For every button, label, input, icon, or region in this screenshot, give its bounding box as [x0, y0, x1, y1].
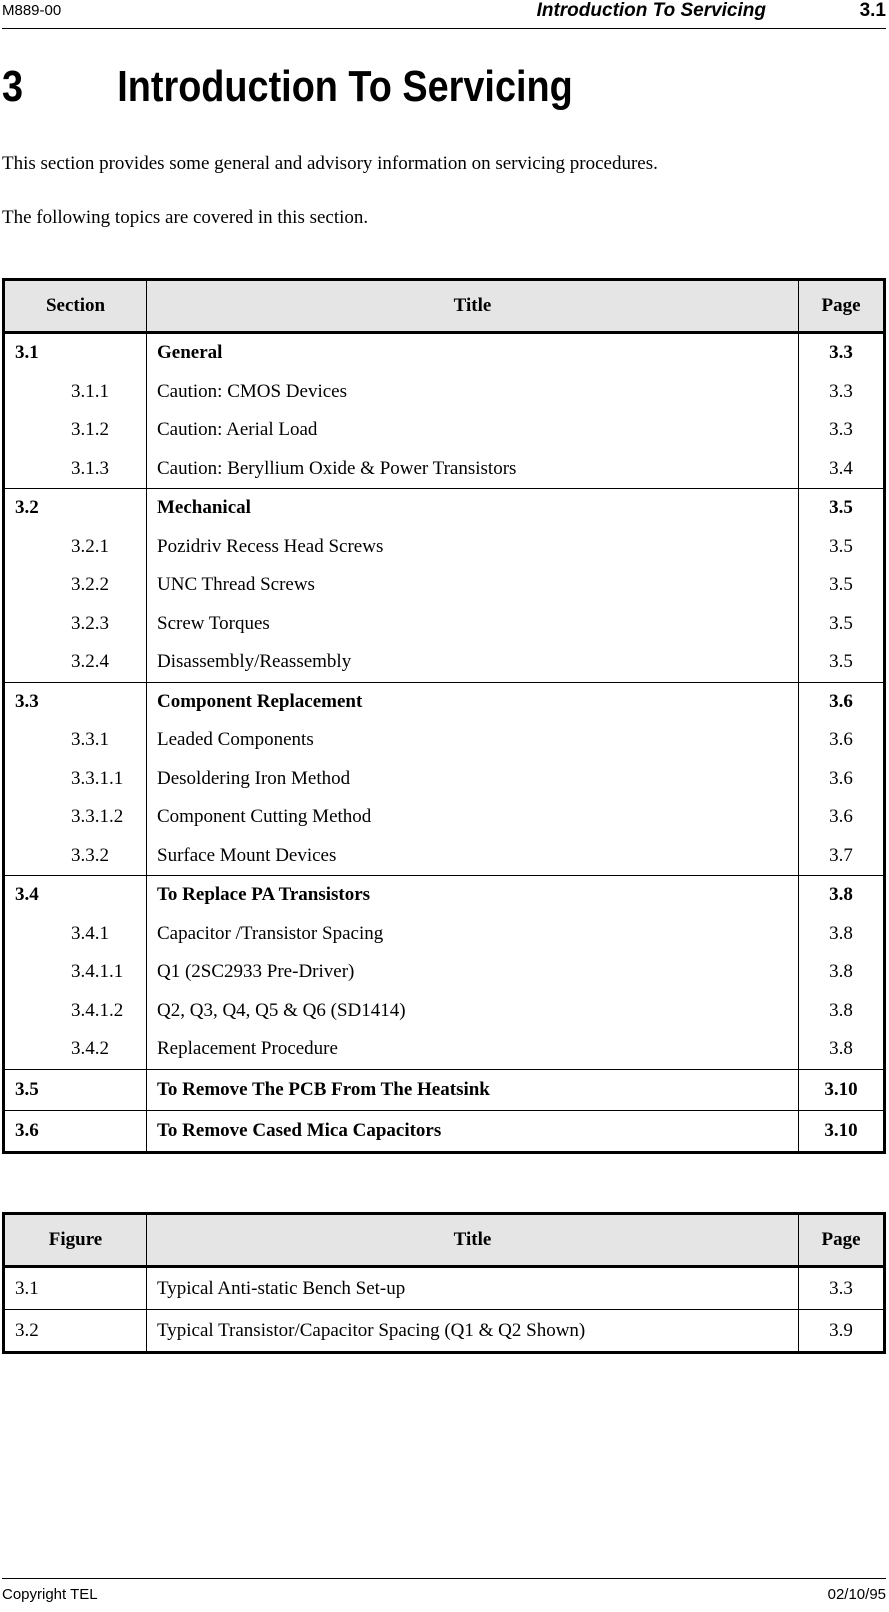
- section-title: Desoldering Iron Method: [147, 760, 799, 799]
- table-row: [4, 992, 885, 1031]
- table-header-row: [4, 280, 885, 333]
- table-row: [4, 1267, 885, 1310]
- section-page: 3.10: [799, 1110, 885, 1152]
- chapter-number: 3: [2, 62, 24, 111]
- table-row: [4, 333, 885, 373]
- table-header-row: [4, 1214, 885, 1267]
- section-page: 3.5: [799, 643, 885, 682]
- section-page: 3.4: [799, 450, 885, 489]
- section-page: 3.8: [799, 992, 885, 1031]
- column-header-title: Title: [147, 1214, 799, 1267]
- table-row: [4, 605, 885, 644]
- section-number: 3.4.1.2: [71, 999, 124, 1021]
- figure-page: 3.3: [799, 1267, 885, 1310]
- column-header-figure: Figure: [4, 1214, 147, 1267]
- section-title: Capacitor /Transistor Spacing: [147, 915, 799, 954]
- page-number: 3.1: [859, 0, 886, 21]
- figure-number: 3.1: [15, 1277, 39, 1299]
- section-page: 3.6: [799, 760, 885, 799]
- table-row: [4, 953, 885, 992]
- table-row: [4, 1110, 885, 1152]
- column-header-page: Page: [799, 1214, 885, 1267]
- section-title: Component Cutting Method: [147, 798, 799, 837]
- section-number: 3.2.1: [71, 535, 109, 557]
- table-row: [4, 682, 885, 721]
- section-page: 3.10: [799, 1069, 885, 1110]
- section-number: 3.4: [4, 876, 147, 915]
- section-title: To Remove The PCB From The Heatsink: [147, 1069, 799, 1110]
- table-row: [4, 721, 885, 760]
- section-number: 3.4.2: [71, 1038, 109, 1060]
- figures-table: [2, 1212, 886, 1354]
- section-number: 3.4.1: [71, 922, 109, 944]
- table-row: [4, 876, 885, 915]
- table-row: [4, 450, 885, 489]
- chapter-title: Introduction To Servicing: [117, 62, 573, 111]
- section-number: 3.3: [4, 682, 147, 721]
- figure-title: Typical Transistor/Capacitor Spacing (Q1 & Q2 Shown): [147, 1310, 799, 1353]
- section-title: Caution: Aerial Load: [147, 411, 799, 450]
- section-number: 3.1.2: [71, 419, 109, 441]
- figure-number: 3.2: [4, 1310, 147, 1353]
- section-title: Caution: CMOS Devices: [147, 373, 799, 412]
- section-number: 3.3.1.2: [71, 806, 124, 828]
- section-title: Replacement Procedure: [147, 1030, 799, 1069]
- header-title: Introduction To Servicing: [536, 0, 766, 21]
- section-number: 3.2: [4, 489, 147, 528]
- figure-title: Typical Anti-static Bench Set-up: [147, 1267, 799, 1310]
- section-number: 3.1.3: [71, 457, 109, 479]
- section-page: 3.8: [799, 953, 885, 992]
- section-title: Q1 (2SC2933 Pre-Driver): [147, 953, 799, 992]
- page-header: [2, 0, 886, 29]
- section-title: Pozidriv Recess Head Screws: [147, 528, 799, 567]
- section-page: 3.8: [799, 1030, 885, 1069]
- section-number: 3.4.1.1: [71, 961, 124, 983]
- table-row: [4, 1030, 885, 1069]
- section-page: 3.6: [799, 721, 885, 760]
- figure-page: 3.9: [799, 1310, 885, 1353]
- section-number: 3.6: [4, 1110, 147, 1152]
- section-page: 3.5: [799, 605, 885, 644]
- intro-paragraph: The following topics are covered in this section.: [2, 207, 369, 228]
- section-title: Component Replacement: [147, 682, 799, 721]
- section-title: Q2, Q3, Q4, Q5 & Q6 (SD1414): [147, 992, 799, 1031]
- section-page: 3.5: [799, 489, 885, 528]
- column-header-page: Page: [799, 280, 885, 333]
- section-page: 3.5: [799, 566, 885, 605]
- section-title: Mechanical: [147, 489, 799, 528]
- section-page: 3.6: [799, 682, 885, 721]
- table-row: [4, 760, 885, 799]
- section-number: 3.1: [15, 342, 39, 364]
- section-title: UNC Thread Screws: [147, 566, 799, 605]
- doc-id: M889-00: [2, 2, 62, 19]
- intro-paragraph: This section provides some general and advisory information on servicing procedures.: [2, 153, 658, 174]
- table-row: [4, 528, 885, 567]
- footer-date: 02/10/95: [827, 1586, 886, 1603]
- section-title: General: [147, 333, 799, 373]
- section-page: 3.6: [799, 798, 885, 837]
- section-title: Surface Mount Devices: [147, 837, 799, 876]
- section-page: 3.8: [799, 915, 885, 954]
- section-number: 3.1.1: [71, 380, 109, 402]
- section-title: To Replace PA Transistors: [147, 876, 799, 915]
- table-row: [4, 489, 885, 528]
- section-page: 3.3: [799, 411, 885, 450]
- section-title: Caution: Beryllium Oxide & Power Transistors: [147, 450, 799, 489]
- section-number: 3.2.4: [71, 651, 109, 673]
- section-page: 3.5: [799, 528, 885, 567]
- table-row: [4, 915, 885, 954]
- table-row: [4, 411, 885, 450]
- section-number: 3.2.3: [71, 612, 109, 634]
- section-page: 3.3: [799, 373, 885, 412]
- sections-table: [2, 278, 886, 1154]
- section-page: 3.8: [799, 876, 885, 915]
- section-page: 3.7: [799, 837, 885, 876]
- table-row: [4, 373, 885, 412]
- table-row: [4, 566, 885, 605]
- section-number: 3.3.1: [71, 729, 109, 751]
- section-number: 3.2.2: [71, 574, 109, 596]
- section-title: To Remove Cased Mica Capacitors: [147, 1110, 799, 1152]
- section-title: Disassembly/Reassembly: [147, 643, 799, 682]
- section-page: 3.3: [799, 333, 885, 373]
- column-header-section: Section: [4, 280, 147, 333]
- table-row: [4, 1069, 885, 1110]
- section-title: Screw Torques: [147, 605, 799, 644]
- table-row: [4, 643, 885, 682]
- page-footer: [2, 1578, 886, 1611]
- table-row: [4, 1310, 885, 1353]
- column-header-title: Title: [147, 280, 799, 333]
- section-number: 3.3.2: [71, 844, 109, 866]
- section-number: 3.5: [4, 1069, 147, 1110]
- section-title: Leaded Components: [147, 721, 799, 760]
- table-row: [4, 837, 885, 876]
- copyright-text: Copyright TEL: [2, 1586, 98, 1603]
- table-row: [4, 798, 885, 837]
- section-number: 3.3.1.1: [71, 767, 124, 789]
